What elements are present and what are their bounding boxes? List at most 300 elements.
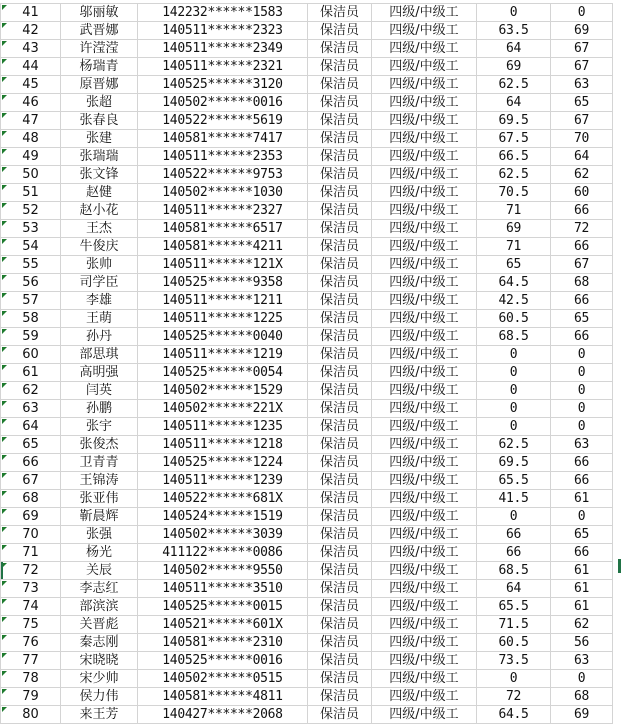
cell-job[interactable] <box>308 706 372 724</box>
cell-no[interactable] <box>1 94 61 112</box>
cell-job[interactable] <box>308 400 372 418</box>
cell-job[interactable] <box>308 472 372 490</box>
cell-id[interactable] <box>138 490 308 508</box>
cell-name[interactable] <box>61 652 138 670</box>
cell-score2[interactable] <box>551 616 613 634</box>
cell-level[interactable] <box>372 4 477 22</box>
cell-name[interactable] <box>61 472 138 490</box>
cell-id[interactable] <box>138 598 308 616</box>
cell-job[interactable] <box>308 634 372 652</box>
cell-score2[interactable] <box>551 436 613 454</box>
cell-name[interactable] <box>61 454 138 472</box>
cell-score2[interactable] <box>551 418 613 436</box>
cell-id[interactable] <box>138 22 308 40</box>
cell-id[interactable] <box>138 706 308 724</box>
cell-score1[interactable] <box>477 274 551 292</box>
cell-score1[interactable] <box>477 670 551 688</box>
cell-name[interactable] <box>61 40 138 58</box>
cell-job[interactable] <box>308 130 372 148</box>
cell-level[interactable] <box>372 400 477 418</box>
cell-job[interactable] <box>308 418 372 436</box>
cell-score1[interactable] <box>477 364 551 382</box>
table-row[interactable] <box>1 112 613 130</box>
cell-level[interactable] <box>372 256 477 274</box>
cell-score1[interactable] <box>477 562 551 580</box>
cell-name[interactable] <box>61 508 138 526</box>
cell-score1[interactable] <box>477 472 551 490</box>
cell-name[interactable] <box>61 562 138 580</box>
cell-name[interactable] <box>61 526 138 544</box>
cell-id[interactable] <box>138 400 308 418</box>
cell-name[interactable] <box>61 130 138 148</box>
cell-score1[interactable] <box>477 256 551 274</box>
cell-score1[interactable] <box>477 76 551 94</box>
cell-id[interactable] <box>138 112 308 130</box>
cell-score2[interactable] <box>551 76 613 94</box>
cell-name[interactable] <box>61 238 138 256</box>
table-row[interactable] <box>1 148 613 166</box>
cell-name[interactable] <box>61 670 138 688</box>
cell-score1[interactable] <box>477 202 551 220</box>
cell-no[interactable] <box>1 310 61 328</box>
cell-id[interactable] <box>138 526 308 544</box>
cell-name[interactable] <box>61 184 138 202</box>
cell-score1[interactable] <box>477 112 551 130</box>
cell-score2[interactable] <box>551 112 613 130</box>
cell-level[interactable] <box>372 688 477 706</box>
cell-job[interactable] <box>308 562 372 580</box>
cell-name[interactable] <box>61 436 138 454</box>
cell-job[interactable] <box>308 328 372 346</box>
cell-level[interactable] <box>372 562 477 580</box>
cell-level[interactable] <box>372 166 477 184</box>
cell-score1[interactable] <box>477 4 551 22</box>
cell-no[interactable] <box>1 22 61 40</box>
cell-level[interactable] <box>372 616 477 634</box>
cell-name[interactable] <box>61 148 138 166</box>
cell-no[interactable] <box>1 328 61 346</box>
cell-name[interactable] <box>61 256 138 274</box>
cell-score1[interactable] <box>477 616 551 634</box>
cell-id[interactable] <box>138 580 308 598</box>
cell-level[interactable] <box>372 526 477 544</box>
cell-no[interactable] <box>1 652 61 670</box>
cell-score2[interactable] <box>551 580 613 598</box>
cell-id[interactable] <box>138 256 308 274</box>
cell-name[interactable] <box>61 616 138 634</box>
cell-id[interactable] <box>138 40 308 58</box>
table-row[interactable] <box>1 22 613 40</box>
cell-no[interactable] <box>1 4 61 22</box>
cell-level[interactable] <box>372 220 477 238</box>
cell-job[interactable] <box>308 58 372 76</box>
cell-no[interactable] <box>1 148 61 166</box>
table-row[interactable] <box>1 184 613 202</box>
cell-name[interactable] <box>61 688 138 706</box>
cell-score1[interactable] <box>477 706 551 724</box>
cell-score1[interactable] <box>477 22 551 40</box>
cell-level[interactable] <box>372 670 477 688</box>
cell-job[interactable] <box>308 76 372 94</box>
cell-name[interactable] <box>61 346 138 364</box>
cell-id[interactable] <box>138 382 308 400</box>
cell-score1[interactable] <box>477 688 551 706</box>
cell-job[interactable] <box>308 364 372 382</box>
table-row[interactable] <box>1 364 613 382</box>
cell-level[interactable] <box>372 634 477 652</box>
cell-no[interactable] <box>1 706 61 724</box>
cell-job[interactable] <box>308 526 372 544</box>
cell-no[interactable] <box>1 76 61 94</box>
table-row[interactable] <box>1 94 613 112</box>
cell-job[interactable] <box>308 256 372 274</box>
cell-id[interactable] <box>138 202 308 220</box>
cell-no[interactable] <box>1 202 61 220</box>
cell-level[interactable] <box>372 598 477 616</box>
cell-level[interactable] <box>372 76 477 94</box>
cell-name[interactable] <box>61 310 138 328</box>
cell-no[interactable] <box>1 580 61 598</box>
cell-no[interactable] <box>1 220 61 238</box>
cell-name[interactable] <box>61 166 138 184</box>
table-row[interactable] <box>1 436 613 454</box>
cell-score2[interactable] <box>551 130 613 148</box>
table-row[interactable] <box>1 220 613 238</box>
cell-level[interactable] <box>372 580 477 598</box>
cell-score2[interactable] <box>551 238 613 256</box>
cell-no[interactable] <box>1 436 61 454</box>
table-row[interactable] <box>1 508 613 526</box>
table-row[interactable] <box>1 688 613 706</box>
cell-job[interactable] <box>308 166 372 184</box>
cell-name[interactable] <box>61 328 138 346</box>
cell-no[interactable] <box>1 166 61 184</box>
cell-level[interactable] <box>372 202 477 220</box>
cell-no[interactable] <box>1 634 61 652</box>
cell-name[interactable] <box>61 220 138 238</box>
cell-score2[interactable] <box>551 490 613 508</box>
cell-name[interactable] <box>61 490 138 508</box>
table-row[interactable] <box>1 166 613 184</box>
cell-no[interactable] <box>1 400 61 418</box>
cell-id[interactable] <box>138 310 308 328</box>
cell-id[interactable] <box>138 454 308 472</box>
cell-score1[interactable] <box>477 580 551 598</box>
cell-job[interactable] <box>308 436 372 454</box>
cell-id[interactable] <box>138 328 308 346</box>
cell-level[interactable] <box>372 130 477 148</box>
cell-no[interactable] <box>1 616 61 634</box>
cell-score2[interactable] <box>551 364 613 382</box>
cell-job[interactable] <box>308 238 372 256</box>
cell-level[interactable] <box>372 148 477 166</box>
cell-score2[interactable] <box>551 94 613 112</box>
table-row[interactable] <box>1 238 613 256</box>
cell-id[interactable] <box>138 238 308 256</box>
cell-name[interactable] <box>61 598 138 616</box>
cell-no[interactable] <box>1 112 61 130</box>
cell-score2[interactable] <box>551 346 613 364</box>
cell-job[interactable] <box>308 544 372 562</box>
cell-no[interactable] <box>1 418 61 436</box>
cell-score1[interactable] <box>477 184 551 202</box>
cell-id[interactable] <box>138 508 308 526</box>
cell-score1[interactable] <box>477 40 551 58</box>
cell-score1[interactable] <box>477 130 551 148</box>
cell-score1[interactable] <box>477 526 551 544</box>
cell-name[interactable] <box>61 4 138 22</box>
cell-score1[interactable] <box>477 310 551 328</box>
cell-no[interactable] <box>1 454 61 472</box>
cell-job[interactable] <box>308 688 372 706</box>
cell-id[interactable] <box>138 670 308 688</box>
table-row[interactable] <box>1 418 613 436</box>
cell-job[interactable] <box>308 184 372 202</box>
cell-score2[interactable] <box>551 40 613 58</box>
cell-name[interactable] <box>61 274 138 292</box>
cell-score1[interactable] <box>477 418 551 436</box>
table-row[interactable] <box>1 472 613 490</box>
cell-no[interactable] <box>1 184 61 202</box>
cell-score1[interactable] <box>477 238 551 256</box>
cell-score2[interactable] <box>551 148 613 166</box>
cell-level[interactable] <box>372 544 477 562</box>
cell-name[interactable] <box>61 58 138 76</box>
cell-score2[interactable] <box>551 562 613 580</box>
cell-score2[interactable] <box>551 202 613 220</box>
cell-no[interactable] <box>1 40 61 58</box>
cell-score1[interactable] <box>477 166 551 184</box>
cell-no[interactable] <box>1 256 61 274</box>
cell-id[interactable] <box>138 292 308 310</box>
table-row[interactable] <box>1 256 613 274</box>
cell-score2[interactable] <box>551 166 613 184</box>
cell-score1[interactable] <box>477 490 551 508</box>
cell-score2[interactable] <box>551 688 613 706</box>
cell-level[interactable] <box>372 382 477 400</box>
cell-score2[interactable] <box>551 256 613 274</box>
cell-no[interactable] <box>1 274 61 292</box>
cell-level[interactable] <box>372 454 477 472</box>
cell-name[interactable] <box>61 202 138 220</box>
cell-score1[interactable] <box>477 544 551 562</box>
table-row[interactable] <box>1 562 613 580</box>
cell-id[interactable] <box>138 130 308 148</box>
cell-no[interactable] <box>1 670 61 688</box>
cell-score2[interactable] <box>551 706 613 724</box>
cell-job[interactable] <box>308 94 372 112</box>
table-row[interactable] <box>1 706 613 724</box>
cell-id[interactable] <box>138 76 308 94</box>
table-row[interactable] <box>1 130 613 148</box>
table-row[interactable] <box>1 40 613 58</box>
cell-job[interactable] <box>308 292 372 310</box>
cell-id[interactable] <box>138 616 308 634</box>
cell-name[interactable] <box>61 400 138 418</box>
cell-job[interactable] <box>308 598 372 616</box>
cell-score2[interactable] <box>551 598 613 616</box>
cell-score2[interactable] <box>551 328 613 346</box>
cell-job[interactable] <box>308 202 372 220</box>
cell-name[interactable] <box>61 22 138 40</box>
cell-level[interactable] <box>372 292 477 310</box>
cell-score1[interactable] <box>477 382 551 400</box>
cell-name[interactable] <box>61 580 138 598</box>
cell-score2[interactable] <box>551 634 613 652</box>
cell-score2[interactable] <box>551 544 613 562</box>
cell-no[interactable] <box>1 490 61 508</box>
cell-score1[interactable] <box>477 148 551 166</box>
table-row[interactable] <box>1 652 613 670</box>
cell-score1[interactable] <box>477 346 551 364</box>
cell-score1[interactable] <box>477 508 551 526</box>
cell-score1[interactable] <box>477 598 551 616</box>
cell-id[interactable] <box>138 364 308 382</box>
cell-no[interactable] <box>1 508 61 526</box>
cell-level[interactable] <box>372 436 477 454</box>
cell-score2[interactable] <box>551 454 613 472</box>
cell-name[interactable] <box>61 634 138 652</box>
cell-level[interactable] <box>372 310 477 328</box>
cell-level[interactable] <box>372 346 477 364</box>
cell-score2[interactable] <box>551 220 613 238</box>
cell-score2[interactable] <box>551 652 613 670</box>
cell-level[interactable] <box>372 706 477 724</box>
cell-id[interactable] <box>138 274 308 292</box>
cell-no[interactable] <box>1 472 61 490</box>
cell-no[interactable] <box>1 688 61 706</box>
cell-name[interactable] <box>61 292 138 310</box>
cell-name[interactable] <box>61 706 138 724</box>
cell-job[interactable] <box>308 220 372 238</box>
cell-id[interactable] <box>138 184 308 202</box>
cell-id[interactable] <box>138 148 308 166</box>
cell-name[interactable] <box>61 112 138 130</box>
cell-no[interactable] <box>1 364 61 382</box>
table-row[interactable] <box>1 310 613 328</box>
cell-no[interactable] <box>1 292 61 310</box>
table-row[interactable] <box>1 598 613 616</box>
cell-score2[interactable] <box>551 292 613 310</box>
cell-level[interactable] <box>372 364 477 382</box>
cell-level[interactable] <box>372 472 477 490</box>
cell-score2[interactable] <box>551 526 613 544</box>
cell-id[interactable] <box>138 634 308 652</box>
cell-job[interactable] <box>308 652 372 670</box>
cell-no[interactable] <box>1 238 61 256</box>
cell-id[interactable] <box>138 436 308 454</box>
cell-id[interactable] <box>138 562 308 580</box>
table-row[interactable] <box>1 616 613 634</box>
cell-score2[interactable] <box>551 4 613 22</box>
table-row[interactable] <box>1 292 613 310</box>
cell-score2[interactable] <box>551 382 613 400</box>
cell-job[interactable] <box>308 310 372 328</box>
table-row[interactable] <box>1 328 613 346</box>
cell-score2[interactable] <box>551 472 613 490</box>
cell-level[interactable] <box>372 238 477 256</box>
cell-job[interactable] <box>308 508 372 526</box>
cell-score1[interactable] <box>477 328 551 346</box>
cell-score2[interactable] <box>551 22 613 40</box>
cell-id[interactable] <box>138 472 308 490</box>
cell-score1[interactable] <box>477 58 551 76</box>
cell-name[interactable] <box>61 382 138 400</box>
cell-score1[interactable] <box>477 454 551 472</box>
cell-job[interactable] <box>308 22 372 40</box>
table-row[interactable] <box>1 580 613 598</box>
cell-level[interactable] <box>372 94 477 112</box>
table-row[interactable] <box>1 274 613 292</box>
cell-score1[interactable] <box>477 220 551 238</box>
cell-name[interactable] <box>61 544 138 562</box>
cell-id[interactable] <box>138 652 308 670</box>
cell-job[interactable] <box>308 274 372 292</box>
table-row[interactable] <box>1 670 613 688</box>
cell-level[interactable] <box>372 22 477 40</box>
cell-score2[interactable] <box>551 274 613 292</box>
cell-no[interactable] <box>1 526 61 544</box>
table-row[interactable] <box>1 76 613 94</box>
cell-job[interactable] <box>308 670 372 688</box>
cell-level[interactable] <box>372 418 477 436</box>
table-row[interactable] <box>1 58 613 76</box>
cell-no[interactable] <box>1 598 61 616</box>
cell-no[interactable] <box>1 544 61 562</box>
cell-no[interactable] <box>1 130 61 148</box>
cell-job[interactable] <box>308 490 372 508</box>
table-row[interactable] <box>1 346 613 364</box>
cell-no[interactable] <box>1 382 61 400</box>
cell-level[interactable] <box>372 652 477 670</box>
cell-score2[interactable] <box>551 184 613 202</box>
table-row[interactable] <box>1 544 613 562</box>
cell-level[interactable] <box>372 328 477 346</box>
cell-score1[interactable] <box>477 436 551 454</box>
cell-level[interactable] <box>372 112 477 130</box>
cell-score2[interactable] <box>551 508 613 526</box>
cell-job[interactable] <box>308 4 372 22</box>
cell-id[interactable] <box>138 4 308 22</box>
cell-level[interactable] <box>372 508 477 526</box>
cell-level[interactable] <box>372 274 477 292</box>
table-row[interactable] <box>1 400 613 418</box>
cell-score1[interactable] <box>477 634 551 652</box>
table-row[interactable] <box>1 202 613 220</box>
cell-id[interactable] <box>138 346 308 364</box>
cell-score1[interactable] <box>477 94 551 112</box>
cell-score1[interactable] <box>477 292 551 310</box>
cell-job[interactable] <box>308 148 372 166</box>
table-row[interactable] <box>1 382 613 400</box>
cell-no[interactable] <box>1 346 61 364</box>
table-row[interactable] <box>1 634 613 652</box>
cell-name[interactable] <box>61 364 138 382</box>
cell-name[interactable] <box>61 76 138 94</box>
cell-id[interactable] <box>138 94 308 112</box>
cell-level[interactable] <box>372 184 477 202</box>
cell-job[interactable] <box>308 454 372 472</box>
cell-id[interactable] <box>138 58 308 76</box>
cell-level[interactable] <box>372 58 477 76</box>
cell-score2[interactable] <box>551 670 613 688</box>
cell-score1[interactable] <box>477 400 551 418</box>
cell-score2[interactable] <box>551 400 613 418</box>
cell-name[interactable] <box>61 418 138 436</box>
cell-level[interactable] <box>372 40 477 58</box>
cell-score1[interactable] <box>477 652 551 670</box>
cell-job[interactable] <box>308 112 372 130</box>
